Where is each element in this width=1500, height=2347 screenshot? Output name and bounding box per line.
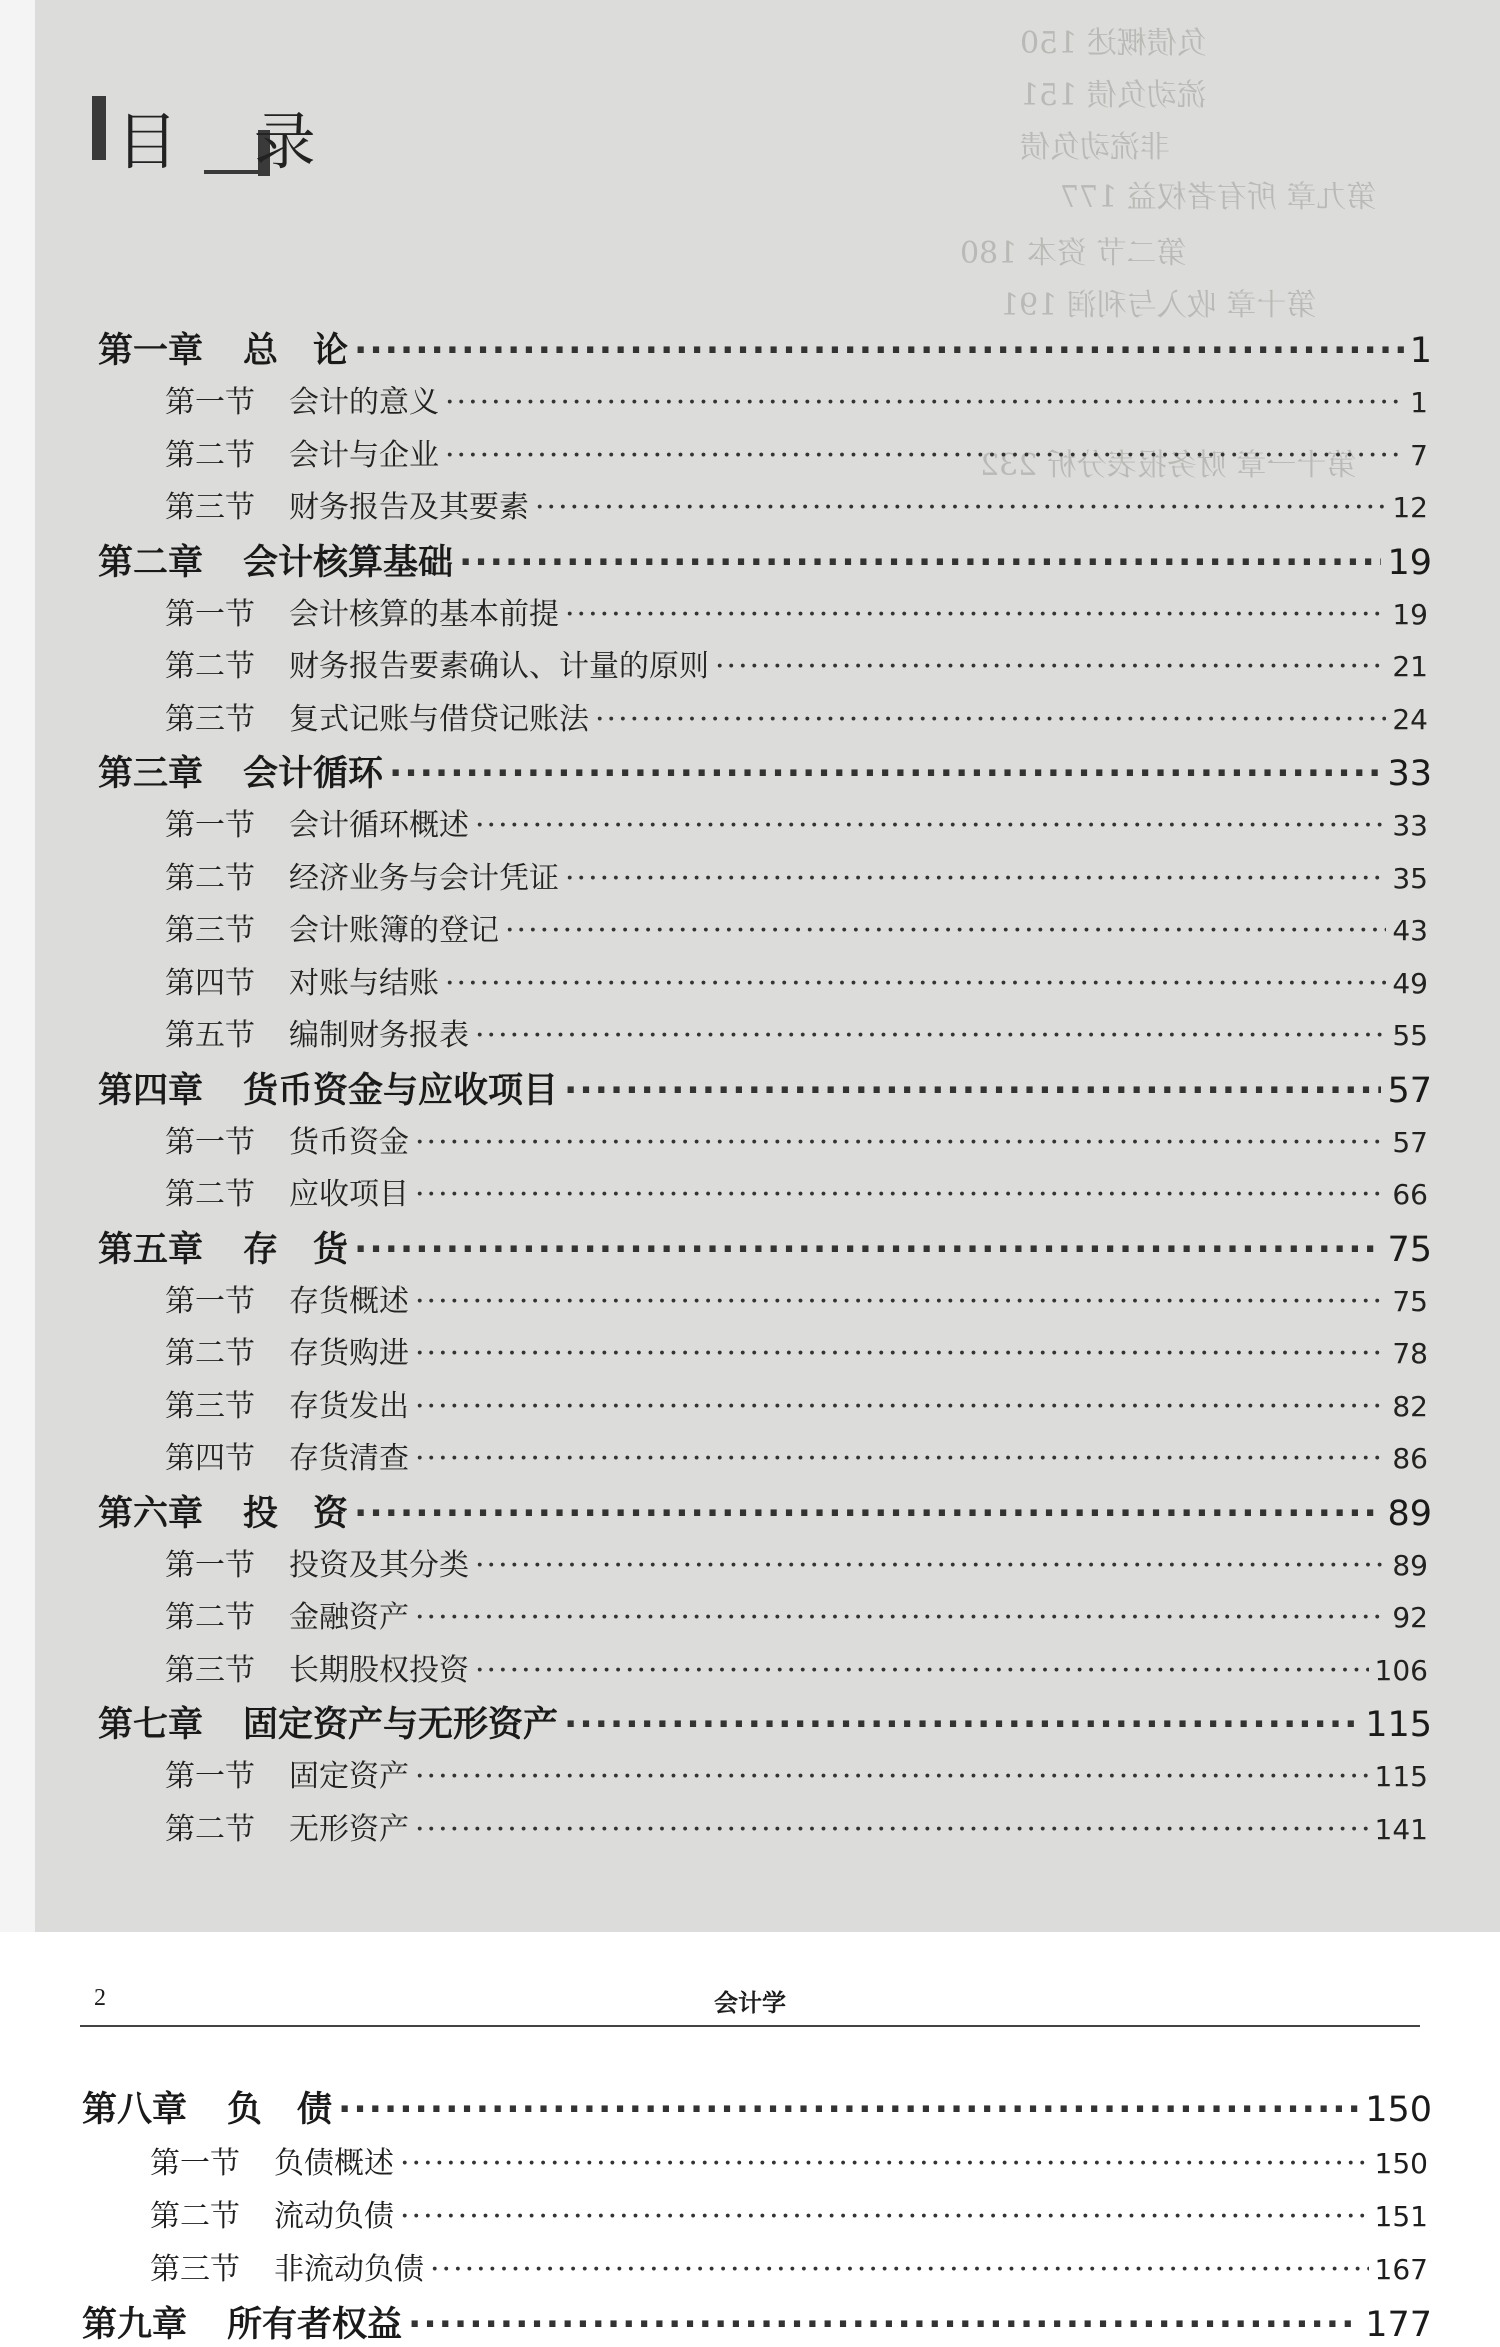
dot-leader xyxy=(415,1125,1386,1160)
chapter-title: 总 论 xyxy=(243,331,349,371)
section-title: 财务报告要素确认、计量的原则 xyxy=(289,649,709,684)
toc-title xyxy=(92,90,344,182)
section-title: 会计账簿的登记 xyxy=(289,913,499,948)
section-page-number: 92 xyxy=(1392,1601,1428,1634)
toc-section-row xyxy=(165,1010,1428,1054)
section-page-number: 89 xyxy=(1392,1548,1428,1582)
chapter-title: 会计循环 xyxy=(243,754,384,794)
toc-section-row xyxy=(165,589,1428,633)
section-number: 第二节 xyxy=(165,860,255,896)
section-page-number: 43 xyxy=(1392,914,1428,947)
section-number: 第一节 xyxy=(165,1124,255,1160)
toc-section-row xyxy=(165,1592,1428,1636)
dot-leader xyxy=(715,649,1386,684)
section-number: 第三节 xyxy=(150,2252,240,2287)
running-book-title: 会计学 xyxy=(714,1989,786,2017)
section-page-number: 86 xyxy=(1392,1442,1428,1475)
chapter-title: 货币资金与应收项目 xyxy=(243,1070,559,1111)
section-number: 第三节 xyxy=(165,490,255,525)
section-page-number: 57 xyxy=(1392,1125,1428,1159)
toc-section-row xyxy=(165,1276,1428,1320)
section-title: 固定资产 xyxy=(289,1759,409,1794)
dot-leader xyxy=(565,597,1386,632)
dot-leader xyxy=(400,2146,1369,2181)
section-page-number: 115 xyxy=(1374,1760,1428,1793)
toc-section-row xyxy=(165,430,1428,474)
section-title: 存货购进 xyxy=(289,1336,409,1371)
section-title: 会计核算的基本前提 xyxy=(289,596,559,632)
section-number: 第一节 xyxy=(165,1547,255,1583)
ghost-line: 第十一章 财务报表分析 232 xyxy=(980,448,1357,483)
chapter-title: 负 债 xyxy=(227,2090,333,2130)
dot-leader xyxy=(445,385,1404,420)
section-title: 编制财务报表 xyxy=(289,1018,469,1053)
chapter-number: 第五章 xyxy=(98,1229,204,1270)
chapter-number: 第三章 xyxy=(98,754,204,794)
section-title: 非流动负债 xyxy=(274,2252,424,2287)
section-number: 第二节 xyxy=(150,2199,240,2234)
ghost-line: 第二节 资本 180 xyxy=(960,236,1187,271)
toc-section-row xyxy=(165,800,1428,844)
section-title: 长期股权投资 xyxy=(289,1652,469,1688)
chapter-number: 第九章 xyxy=(82,2305,188,2345)
dot-leader xyxy=(415,1441,1386,1476)
section-title: 存货发出 xyxy=(289,1388,409,1424)
dot-leader xyxy=(475,808,1386,843)
dot-leader xyxy=(415,1600,1386,1635)
toc-section-row xyxy=(150,2191,1428,2235)
toc-section-row xyxy=(165,1381,1428,1425)
toc-chapter-row xyxy=(98,535,1432,585)
toc-section-row xyxy=(165,905,1428,949)
section-title: 复式记账与借贷记账法 xyxy=(289,701,589,737)
chapter-title: 会计核算基础 xyxy=(243,542,454,583)
section-title: 财务报告及其要素 xyxy=(289,490,529,525)
section-page-number: 151 xyxy=(1374,2200,1428,2233)
section-page-number: 66 xyxy=(1392,1178,1428,1211)
section-page-number: 1 xyxy=(1410,386,1428,419)
toc-title-text: 目 录 xyxy=(116,105,344,178)
dot-leader xyxy=(430,2252,1369,2287)
section-page-number: 55 xyxy=(1392,1019,1428,1052)
chapter-page-number: 75 xyxy=(1387,1229,1432,1270)
toc-section-row xyxy=(165,1751,1428,1795)
section-number: 第一节 xyxy=(165,596,255,632)
chapter-number: 第六章 xyxy=(98,1493,204,1534)
section-title: 会计与企业 xyxy=(289,437,439,473)
toc-section-row xyxy=(165,641,1428,685)
toc-section-row xyxy=(165,694,1428,738)
dot-leader xyxy=(564,1705,1359,1745)
dot-leader xyxy=(338,2090,1359,2130)
chapter-page-number: 89 xyxy=(1387,1493,1432,1534)
toc-section-row xyxy=(165,1169,1428,1213)
section-number: 第三节 xyxy=(165,1388,255,1424)
chapter-number: 第一章 xyxy=(98,331,204,371)
dot-leader xyxy=(475,1018,1386,1053)
dot-leader xyxy=(564,1071,1381,1111)
section-title: 流动负债 xyxy=(274,2199,394,2234)
section-number: 第一节 xyxy=(165,1759,255,1794)
toc-chapter-row xyxy=(98,1222,1432,1272)
section-title: 对账与结账 xyxy=(289,965,439,1001)
section-number: 第一节 xyxy=(165,385,255,420)
section-title: 存货清查 xyxy=(289,1441,409,1476)
dot-leader xyxy=(415,1389,1386,1424)
toc-chapter-row xyxy=(98,746,1432,796)
chapter-page-number: 57 xyxy=(1387,1070,1432,1111)
toc-chapter-row xyxy=(82,2082,1432,2132)
toc-chapter-row xyxy=(98,1063,1432,1113)
section-title: 无形资产 xyxy=(289,1811,409,1847)
dot-leader xyxy=(445,966,1386,1001)
page-2-header xyxy=(80,1975,1420,2027)
section-number: 第二节 xyxy=(165,1336,255,1371)
chapter-title: 固定资产与无形资产 xyxy=(243,1705,559,1745)
section-number: 第二节 xyxy=(165,649,255,684)
section-page-number: 82 xyxy=(1392,1389,1428,1423)
ghost-line: 第十章 收入与利润 191 xyxy=(1000,288,1317,323)
toc-section-row xyxy=(165,1433,1428,1477)
section-number: 第二节 xyxy=(165,1811,255,1847)
chapter-number: 第二章 xyxy=(98,542,204,583)
dot-leader xyxy=(475,1548,1386,1583)
section-title: 投资及其分类 xyxy=(289,1547,469,1583)
section-page-number: 106 xyxy=(1374,1653,1428,1687)
chapter-number: 第四章 xyxy=(98,1070,204,1111)
toc-chapter-row xyxy=(82,2297,1432,2347)
section-title: 应收项目 xyxy=(289,1177,409,1212)
dot-leader xyxy=(415,1336,1386,1371)
toc-section-row xyxy=(165,482,1428,526)
section-title: 负债概述 xyxy=(274,2146,394,2181)
section-title: 货币资金 xyxy=(289,1124,409,1160)
dot-leader xyxy=(535,490,1386,525)
dot-leader xyxy=(415,1177,1386,1212)
section-number: 第一节 xyxy=(150,2146,240,2181)
page-edge xyxy=(0,0,35,1932)
toc-section-row xyxy=(150,2244,1428,2288)
section-page-number: 21 xyxy=(1392,650,1428,683)
section-page-number: 141 xyxy=(1374,1812,1428,1846)
section-page-number: 150 xyxy=(1374,2147,1428,2180)
toc-section-row xyxy=(165,1328,1428,1372)
toc-chapter-row xyxy=(98,1486,1432,1536)
toc-chapter-row xyxy=(98,323,1432,373)
chapter-number: 第七章 xyxy=(98,1705,204,1745)
dot-leader xyxy=(400,2199,1369,2234)
chapter-title: 投 资 xyxy=(243,1493,349,1534)
toc-section-row xyxy=(165,958,1428,1002)
page-number: 2 xyxy=(94,1985,106,2011)
dot-leader xyxy=(505,913,1386,948)
section-title: 金融资产 xyxy=(289,1600,409,1635)
section-page-number: 49 xyxy=(1392,966,1428,1000)
chapter-page-number: 115 xyxy=(1365,1705,1432,1745)
section-page-number: 33 xyxy=(1392,809,1428,842)
toc-section-row xyxy=(165,853,1428,897)
chapter-page-number: 19 xyxy=(1387,542,1432,583)
dot-leader xyxy=(445,438,1404,473)
chapter-page-number: 177 xyxy=(1365,2305,1432,2345)
ghost-line: 非流动负债 xyxy=(1020,130,1170,165)
section-number: 第四节 xyxy=(165,965,255,1001)
section-title: 会计的意义 xyxy=(289,385,439,420)
dot-leader xyxy=(408,2305,1359,2345)
dot-leader xyxy=(415,1284,1386,1319)
chapter-title: 存 货 xyxy=(243,1229,349,1270)
section-number: 第一节 xyxy=(165,808,255,843)
section-number: 第三节 xyxy=(165,701,255,737)
toc-chapter-row xyxy=(98,1697,1432,1747)
toc-section-row xyxy=(150,2138,1428,2182)
section-number: 第二节 xyxy=(165,437,255,473)
dot-leader xyxy=(475,1653,1369,1688)
ghost-line: 流动负债 151 xyxy=(1020,78,1207,113)
chapter-title: 所有者权益 xyxy=(227,2305,403,2345)
section-title: 会计循环概述 xyxy=(289,808,469,843)
chapter-page-number: 33 xyxy=(1387,754,1432,794)
title-bar-left xyxy=(92,96,106,160)
section-page-number: 35 xyxy=(1392,861,1428,895)
section-number: 第二节 xyxy=(165,1600,255,1635)
toc-section-row xyxy=(165,1117,1428,1161)
section-page-number: 12 xyxy=(1392,491,1428,524)
chapter-page-number: 150 xyxy=(1365,2090,1432,2130)
chapter-number: 第八章 xyxy=(82,2090,188,2130)
toc-section-row xyxy=(165,1645,1428,1689)
dot-leader xyxy=(415,1812,1369,1847)
dot-leader xyxy=(415,1759,1369,1794)
section-title: 存货概述 xyxy=(289,1283,409,1319)
section-number: 第四节 xyxy=(165,1441,255,1476)
toc-section-row xyxy=(165,1540,1428,1584)
section-title: 经济业务与会计凭证 xyxy=(289,860,559,896)
chapter-page-number: 1 xyxy=(1409,331,1432,371)
section-number: 第三节 xyxy=(165,913,255,948)
ghost-line: 负债概述 150 xyxy=(1020,26,1207,61)
section-page-number: 7 xyxy=(1410,438,1428,472)
section-page-number: 78 xyxy=(1392,1337,1428,1370)
dot-leader xyxy=(354,1230,1381,1270)
section-page-number: 24 xyxy=(1392,702,1428,736)
section-page-number: 19 xyxy=(1392,597,1428,631)
dot-leader xyxy=(459,543,1381,583)
section-number: 第三节 xyxy=(165,1652,255,1688)
dot-leader xyxy=(595,702,1386,737)
dot-leader xyxy=(354,331,1404,371)
dot-leader xyxy=(354,1494,1381,1534)
section-number: 第五节 xyxy=(165,1018,255,1053)
toc-section-row xyxy=(165,377,1428,421)
toc-section-row xyxy=(165,1804,1428,1848)
dot-leader xyxy=(389,754,1381,794)
section-number: 第一节 xyxy=(165,1283,255,1319)
section-page-number: 75 xyxy=(1392,1284,1428,1318)
dot-leader xyxy=(565,861,1386,896)
section-page-number: 167 xyxy=(1374,2253,1428,2286)
ghost-line: 第九章 所有者权益 177 xyxy=(1060,180,1377,215)
section-number: 第二节 xyxy=(165,1177,255,1212)
